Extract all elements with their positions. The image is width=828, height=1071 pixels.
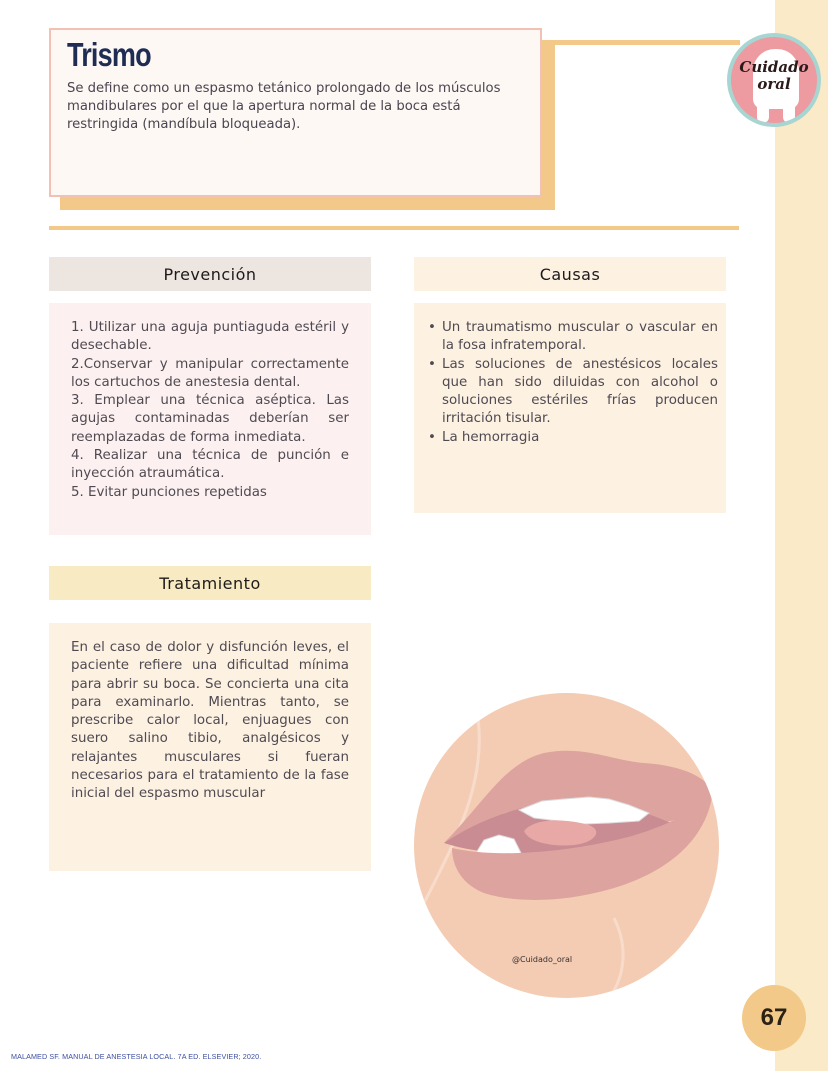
bullet-icon: •: [428, 356, 436, 372]
mouth-illustration: [414, 693, 719, 998]
citation-reference: MALAMED SF. MANUAL DE ANESTESIA LOCAL. 7A ED. ELSEVIER; 2020.: [11, 1052, 262, 1061]
prevencion-item: 3. Emplear una técnica aséptica. Las agujas contaminadas deberían ser reemplazadas de forma inmediata.: [71, 393, 349, 445]
causa-text: La hemorragia: [442, 429, 540, 445]
causa-text: Las soluciones de anestésicos locales que han sido diluidas con alcohol o soluciones estériles frías producen irritación tisular.: [442, 356, 718, 427]
causa-text: Un traumatismo muscular o vascular en la fosa infratemporal.: [442, 320, 718, 354]
bullet-icon: •: [428, 429, 436, 445]
prevencion-item: 1. Utilizar una aguja puntiaguda estéril y desechable.: [71, 320, 349, 354]
section-divider: [49, 226, 739, 230]
prevencion-content: [49, 303, 371, 535]
list-item: [428, 429, 718, 447]
list-item: [428, 319, 718, 356]
page-title: Trismo: [67, 36, 151, 73]
tratamiento-text: En el caso de dolor y disfunción leves, el paciente refiere una dificultad mínima para abrir su boca. Se concierta una cita para examinarlo. Mientras tanto, se prescribe calor local, enjuagues con suero salino tibio, analgésicos y relajantes musculares si fueran necesarios para el tratamiento de la fase inicial del espasmo muscular: [71, 640, 349, 802]
illustration-watermark: @Cuidado_oral: [512, 955, 573, 964]
section-header-prevencion: Prevención: [49, 257, 371, 291]
bullet-icon: •: [428, 320, 436, 335]
causas-list: [428, 319, 718, 447]
header-card: [49, 28, 542, 197]
header-accent-line: [540, 40, 740, 45]
logo-line-1: Cuidado: [739, 58, 809, 76]
mouth-biting-lip-icon: [414, 693, 719, 998]
list-item: [428, 356, 718, 429]
section-header-tratamiento: Tratamiento: [49, 566, 371, 600]
side-stripe-decoration: [775, 0, 828, 1071]
prevencion-item: 5. Evitar punciones repetidas: [71, 484, 267, 500]
cuidado-oral-logo: [727, 33, 821, 127]
section-header-causas: Causas: [414, 257, 726, 291]
prevencion-item: 2.Conservar y manipular correctamente los cartuchos de anestesia dental.: [71, 356, 349, 390]
page-number-badge: 67: [742, 985, 806, 1051]
logo-line-2: oral: [757, 75, 791, 93]
definition-text: Se define como un espasmo tetánico prolongado de los músculos mandibulares por el que la apertura normal de la boca está restringida (mandíbula bloqueada).: [67, 81, 501, 132]
causas-content: [414, 303, 726, 513]
tratamiento-content: [49, 623, 371, 871]
logo-text: [731, 59, 817, 93]
prevencion-item: 4. Realizar una técnica de punción e inyección atraumática.: [71, 448, 349, 482]
